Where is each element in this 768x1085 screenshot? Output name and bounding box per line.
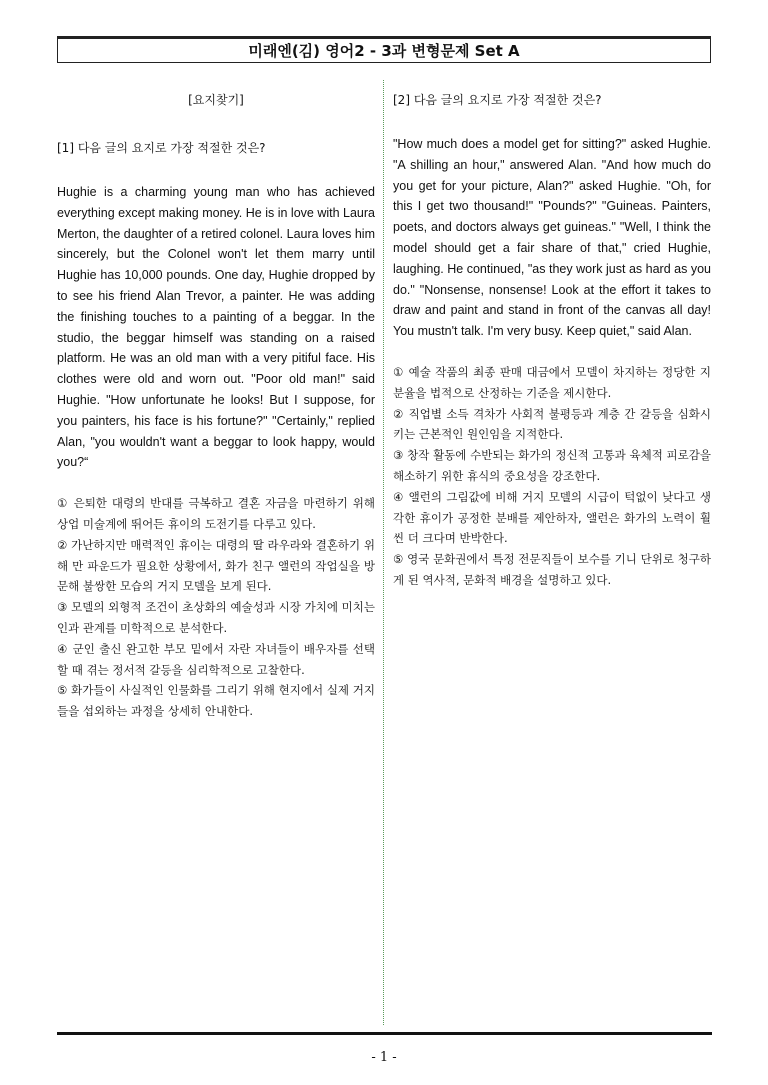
choices-1 [57,493,375,722]
section-heading: [요지찾기] [188,93,244,107]
choice-1-3: ③ 모델의 외형적 조건이 초상화의 예술성과 시장 가치에 미치는 인과 관계를 미학적으로 분석한다. [57,600,375,635]
column-divider [383,80,384,1025]
left-column [57,90,375,722]
passage-1: Hughie is a charming young man who has achieved everything except making money. He is in love with Laura Merton, the daughter of a retired colonel. Laura loves him sincerely, but the Colonel won't let them marry until Hughie has 10,000 pounds. One day, Hughie dropped by to see his friend Alan Trevor, a painter. He was adding the finishing touches to a painting of a beggar. In the studio, the beggar himself was standing on a raised platform. He was an old man with a very pitiful face. His clothes were old and worn out. "Poor old man!" said Hughie. "How unfortunate he looks! But I suppose, for you painters, his face is his fortune?" "Certainly," replied Alan, "you wouldn't want a beggar to look happy, would you?“ [57,185,375,470]
document-title: 미래엔(김) 영어2 - 3과 변형문제 Set A [248,42,520,60]
footer-rule [57,1032,712,1035]
question-2: [2] 다음 글의 요지로 가장 적절한 것은? [393,93,602,107]
passage-2: "How much does a model get for sitting?" asked Hughie. "A shilling an hour," answered Alan. "And how much do you get for your picture, Alan?" asked Hughie. "Oh, for this I get two thousand!" "Pounds?" "Guineas. Painters, poets, and doctors always get guineas." "Well, I think the model should get a fair share of that," cried Hughie, laughing. He continued, "as they work just as hard as you do." "Nonsense, nonsense! Look at the effort it takes to draw and paint and stand in front of the canvas all day! You mustn't talk. I'm very busy. Keep quiet," said Alan. [393,137,711,339]
choice-1-5: ⑤ 화가들이 사실적인 인물화를 그리기 위해 현지에서 실제 거지들을 섭외하는 과정을 상세히 안내한다. [57,683,375,719]
choice-1-2: ② 가난하지만 매력적인 휴이는 대령의 딸 라우라와 결혼하기 위해 만 파운드가 필요한 상황에서, 화가 친구 앨런의 작업실을 방문해 불쌍한 모습의 거지 모델을 보게 된다. [57,537,375,594]
choices-2 [393,362,711,591]
choice-1-4: ④ 군인 출신 완고한 부모 밑에서 자란 자녀들이 배우자를 선택할 때 겪는 정서적 갈등을 심리학적으로 고찰한다. [57,641,375,677]
choice-1-1: ① 은퇴한 대령의 반대를 극복하고 결혼 자금을 마련하기 위해 상업 미술계에 뛰어든 휴이의 도전기를 다루고 있다. [57,496,375,531]
choice-2-2: ② 직업별 소득 격차가 사회적 불평등과 계층 간 갈등을 심화시키는 근본적인 원인임을 지적한다. [393,406,711,442]
choice-2-4: ④ 앨런의 그림값에 비해 거지 모델의 시급이 턱없이 낮다고 생각한 휴이가 공정한 분배를 제안하자, 앨런은 화가의 노력이 훨씬 더 크다며 반박한다. [393,489,711,546]
right-column [393,90,711,591]
choice-2-5: ⑤ 영국 문화권에서 특정 전문직들이 보수를 기니 단위로 청구하게 된 역사적, 문화적 배경을 설명하고 있다. [393,552,711,587]
document-title-box [57,36,711,63]
choice-2-1: ① 예술 작품의 최종 판매 대금에서 모델이 차지하는 정당한 지분율을 법적으로 산정하는 기준을 제시한다. [393,364,711,400]
page-number: - 1 - [371,1050,397,1065]
choice-2-3: ③ 창작 활동에 수반되는 화가의 정신적 고통과 육체적 피로감을 해소하기 위한 휴식의 중요성을 강조한다. [393,448,711,483]
question-1: [1] 다음 글의 요지로 가장 적절한 것은? [57,141,266,155]
